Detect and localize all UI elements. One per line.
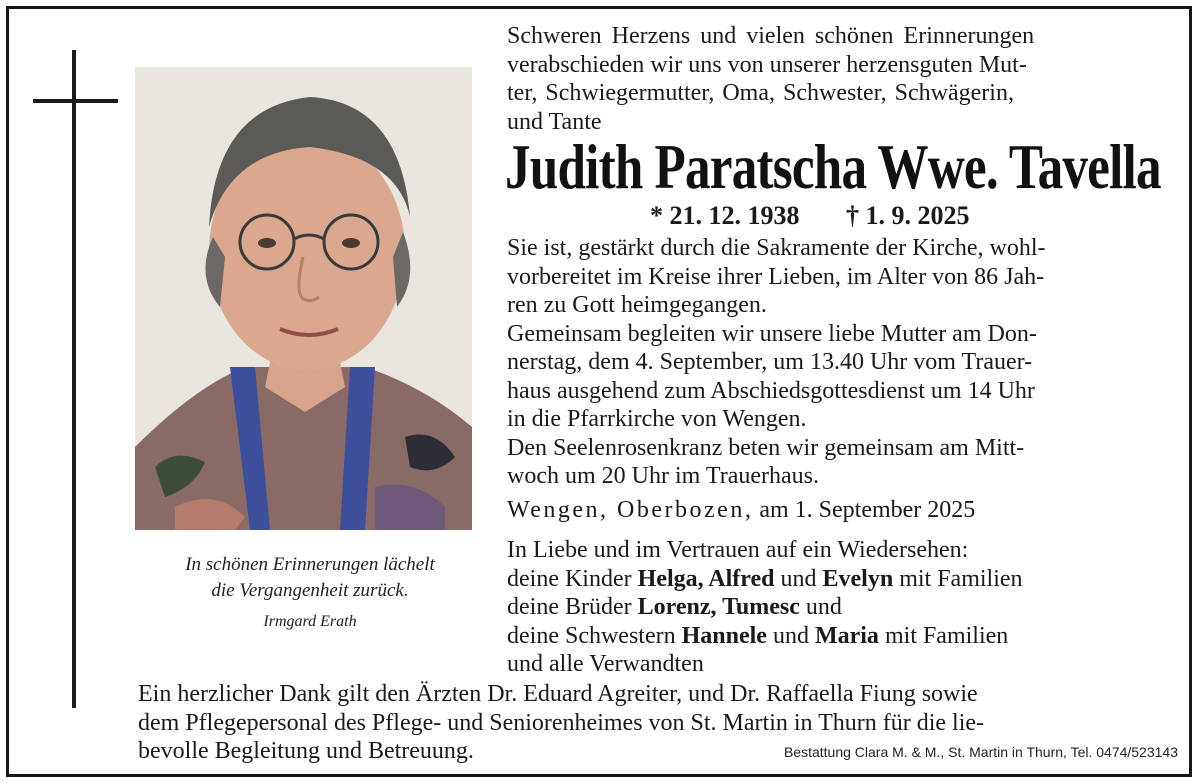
body-line: woch um 20 Uhr im Trauerhaus. xyxy=(507,463,819,489)
body-line: in die Pfarrkirche von Wengen. xyxy=(507,406,807,432)
family-label: deine Brüder xyxy=(507,594,638,620)
family-list xyxy=(507,536,1167,679)
family-children xyxy=(507,565,1167,594)
body-line: vorbereitet im Kreise ihrer Lieben, im Alter von 86 Jah- xyxy=(507,263,1045,290)
quote-line: In schönen Erinnerungen lächelt xyxy=(185,554,435,575)
undertaker-info: Bestattung Clara M. & M., St. Martin in Thurn, Tel. 0474/523143 xyxy=(783,744,1178,760)
family-conjunction: und xyxy=(774,565,823,592)
children-names: Evelyn xyxy=(822,565,894,592)
family-conjunction: und xyxy=(766,622,815,649)
intro-line: ter, Schwiegermutter, Oma, Schwester, Schwägerin, xyxy=(507,80,1014,106)
body-line: ren zu Gott heimgegangen. xyxy=(507,292,767,318)
family-sisters xyxy=(507,622,1167,651)
family-intro: In Liebe und im Vertrauen auf ein Wiedersehen: xyxy=(507,537,969,563)
body-line: haus ausgehend zum Abschiedsgottesdienst um 14 Uhr xyxy=(507,377,1035,404)
intro-text xyxy=(507,22,1167,136)
family-relatives: und alle Verwandten xyxy=(507,651,704,677)
thanks-line: dem Pflegepersonal des Pflege- und Seniorenheimes von St. Martin in Thurn für die lie- xyxy=(138,709,985,736)
children-names: Helga, Alfred xyxy=(637,565,775,592)
body-line: Sie ist, gestärkt durch die Sakramente der Kirche, wohl- xyxy=(507,235,1046,261)
memorial-quote xyxy=(110,552,510,604)
body-line: nerstag, dem 4. September, um 13.40 Uhr vom Trauer- xyxy=(507,349,1033,375)
family-label: deine Schwestern xyxy=(507,622,682,649)
death-date: † 1. 9. 2025 xyxy=(846,201,970,230)
sisters-names: Maria xyxy=(814,622,879,649)
cross-icon xyxy=(72,50,76,708)
intro-line: und Tante xyxy=(507,108,602,135)
intro-line: verabschieden wir uns von unserer herzensguten Mut- xyxy=(507,51,1027,78)
thanks-line: Ein herzlicher Dank gilt den Ärzten Dr. Eduard Agreiter, und Dr. Raffaella Fiung sowie xyxy=(138,681,978,707)
sisters-names: Hannele xyxy=(681,622,767,649)
notice-date: am 1. September 2025 xyxy=(753,497,976,523)
family-suffix: und xyxy=(799,594,842,620)
family-suffix: mit Familien xyxy=(878,622,1009,649)
body-line: Den Seelenrosenkranz beten wir gemeinsam am Mitt- xyxy=(507,434,1025,461)
quote-author: Irmgard Erath xyxy=(263,613,357,630)
family-brothers xyxy=(507,593,1167,622)
deceased-name: Judith Paratscha Wwe. Tavella xyxy=(505,131,1161,202)
quote-line: die Vergangenheit zurück. xyxy=(211,580,409,601)
thanks-line: bevolle Begleitung und Betreuung. xyxy=(138,738,474,764)
cross-icon-bar xyxy=(33,99,118,103)
family-suffix: mit Familien xyxy=(893,565,1023,592)
portrait-photo xyxy=(135,67,472,530)
place-names: Wengen, Oberbozen, xyxy=(507,497,754,523)
announcement-body xyxy=(507,234,1167,491)
birth-date: * 21. 12. 1938 xyxy=(650,201,800,230)
place-date xyxy=(507,497,975,524)
life-dates xyxy=(650,201,970,231)
intro-line: Schweren Herzens und vielen schönen Erinnerungen xyxy=(507,23,1035,49)
family-label: deine Kinder xyxy=(507,565,638,592)
brothers-names: Lorenz, Tumesc xyxy=(637,594,800,620)
body-line: Gemeinsam begleiten wir unsere liebe Mutter am Don- xyxy=(507,320,1037,347)
